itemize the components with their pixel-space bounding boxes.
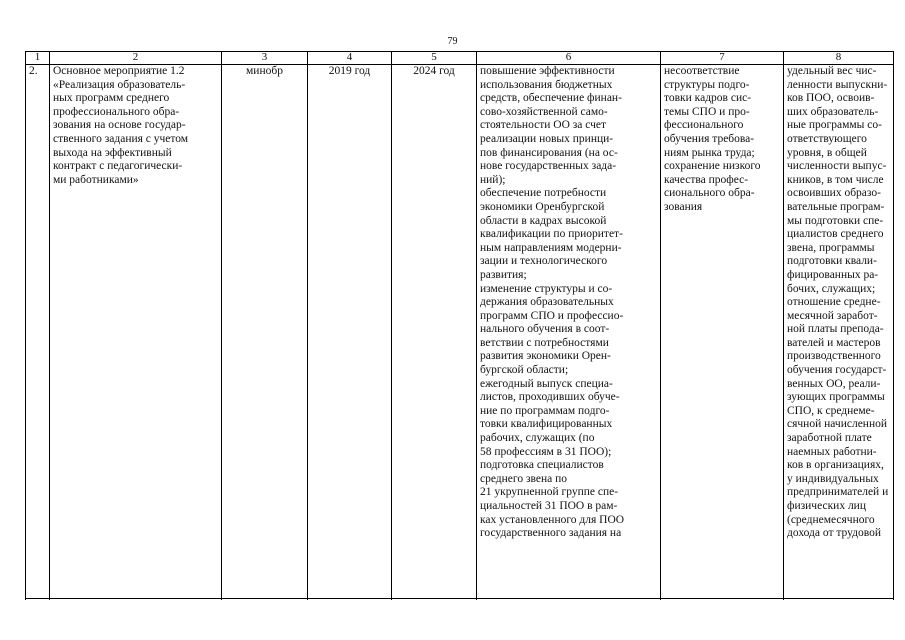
column-number-row [26, 52, 894, 65]
end-year: 2024 год [392, 65, 477, 601]
column-header: 1 [26, 52, 50, 65]
activity-name: Основное мероприятие 1.2 «Реализация образователь- ных программ среднего профессионального обра- зования на основе государ- ственного задания с учетом выхода на эффективный контракт с педагогически- ми работниками» [50, 65, 222, 601]
column-header: 3 [222, 52, 308, 65]
expected-result: повышение эффективности использования бюджетных средств, обеспечение финан- сово-хозяйственной само- стоятельности ОО за счет реализации новых принци- пов финансирования (на ос- нове государственных зада- ний); обеспечение потребности экономики Оренбургской области в кадрах высокой квалификации по приоритет- ным направлениям модерни- зации и технологического развития; изменение структуры и со- держания образовательных программ СПО и профессио- нального обучения в соот- ветствии с потребностями развития экономики Орен- бургской области; ежегодный выпуск специа- листов, проходивших обуче- ние по программам подго- товки квалифицированных рабочих, служащих (по 58 профессиям в 31 ПОО); подготовка специалистов среднего звена по 21 укрупненной группе спе- циальностей 31 ПОО в рам- ках установленного для ПОО государственного задания на [477, 65, 661, 601]
indicators: удельный вес чис- ленности выпускни- ков ПОО, освоив- ших образователь- ные программы со- ответствующего уровня, в общей численности выпус- кников, в том числе освоивших образо- вательные програм- мы подготовки спе- циалистов среднего звена, программы подготовки квали- фицированных ра- бочих, служащих; отношение средне- месячной заработ- ной платы препода- вателей и мастеров производственного обучения государст- венных ОО, реали- зующих программы СПО, к среднеме- сячной начисленной заработной плате наемных работни- ков в организациях, у индивидуальных предпринимателей и физических лиц (среднемесячного дохода от трудовой [784, 65, 894, 601]
row-number: 2. [26, 65, 50, 601]
column-header: 4 [308, 52, 392, 65]
program-activities-table [25, 51, 894, 600]
start-year: 2019 год [308, 65, 392, 601]
column-header: 5 [392, 52, 477, 65]
column-header: 6 [477, 52, 661, 65]
column-header: 2 [50, 52, 222, 65]
page-number: 79 [447, 36, 458, 47]
table-row [26, 65, 894, 601]
column-header: 7 [661, 52, 784, 65]
table-bottom-border [25, 598, 894, 599]
consequences: несоответствие структуры подго- товки кадров сис- темы СПО и про- фессионального обучения требова- ниям рынка труда; сохранение низкого качества профес- сионального обра- зования [661, 65, 784, 601]
executor: минобр [222, 65, 308, 601]
column-header: 8 [784, 52, 894, 65]
